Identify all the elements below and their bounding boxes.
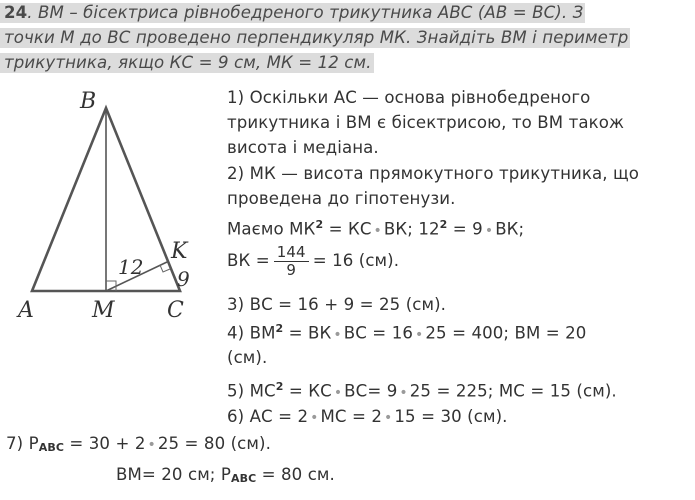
solution-mk-squared: Маємо $МК^2$ = КС • ВК; $12^2 = 9$ • ВК; [227, 218, 525, 239]
solution-step-1a: 1) Оскільки АС — основа рівнобедреного [227, 88, 591, 107]
answer-line: ВМ= 20 см; РАВС = 80 см. [116, 465, 335, 485]
triangle-figure [0, 88, 210, 328]
solution-step-7: 7) РАВС = 30 + 2 • 25 = 80 (см). [6, 434, 271, 454]
triangle-drawing [0, 88, 210, 328]
solution-bk-fraction: ВК = $\frac{144}{9}$ = 16 (см). [227, 243, 400, 279]
problem-line-2: точки М до ВС проведено перпендикуляр МК. Знайдіть ВМ і периметр [0, 25, 690, 50]
label-c: C [167, 298, 184, 323]
solution-step-6: 6) АС = 2 • МС = 2 • 15 = 30 (см). [227, 407, 508, 426]
problem-number: 24 [4, 3, 28, 22]
solution-step-4: 4) $ВМ^2$ = ВК • ВС = 16 • 25 = 400; ВМ = 20 [227, 322, 587, 343]
solution-step-2b: проведена до гіпотенузи. [227, 189, 456, 208]
label-mk-length: 12 [118, 255, 144, 279]
problem-line-3: трикутника, якщо КС = 9 см, МК = 12 см. [0, 50, 690, 75]
solution-step-1c: висота і медіана. [227, 138, 379, 157]
right-angle-k [160, 265, 170, 272]
solution-step-1b: трикутника і ВМ є бісектрисою, то ВМ також [227, 113, 625, 132]
label-k: K [171, 239, 188, 264]
label-b: B [80, 89, 97, 114]
solution-step-3: 3) ВС = 16 + 9 = 25 (см). [227, 295, 447, 314]
problem-line-1: 24. ВМ – бісектриса рівнобедреного трикутника АВС (АВ = ВС). З [0, 0, 690, 25]
solution-step-5: 5) $МС^2$ = КС • ВС= 9 • 25 = 225; МС = 15 (см). [227, 380, 617, 401]
fraction-144-9: $\frac{144}{9}$ [274, 244, 309, 279]
solution-step-4-unit: (см). [227, 348, 268, 367]
solution-step-2a: 2) МК — висота прямокутного трикутника, що [227, 164, 640, 183]
problem-statement [0, 0, 690, 75]
label-a: A [18, 298, 34, 323]
label-kc-length: 9 [177, 267, 190, 291]
label-m: M [92, 298, 115, 323]
